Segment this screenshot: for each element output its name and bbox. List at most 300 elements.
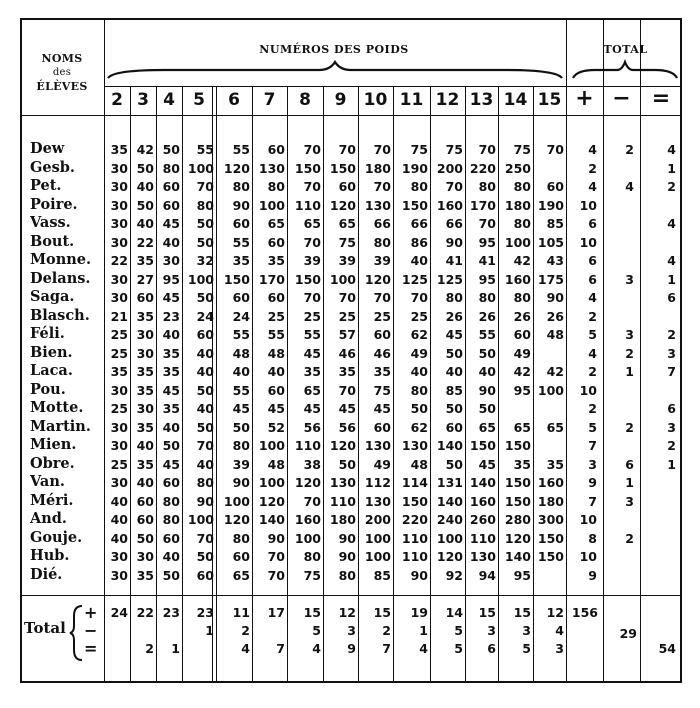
- weight-cell: 100: [258, 197, 285, 213]
- weight-cell: 40: [232, 364, 250, 379]
- student-name: Motte.: [30, 399, 84, 416]
- weight-cell: 70: [196, 438, 214, 453]
- weight-cell: 75: [373, 382, 391, 398]
- weight-cell: 140: [469, 475, 496, 490]
- weight-cell: 105: [537, 234, 564, 250]
- totals-cell: 23: [196, 605, 214, 620]
- weight-cell: 50: [162, 438, 180, 453]
- weight-cell: 70: [267, 567, 285, 583]
- student-name: Dew: [30, 140, 65, 157]
- weight-cell: 70: [338, 290, 356, 305]
- weight-cell: 45: [232, 401, 250, 416]
- weight-cell: 30: [136, 327, 154, 342]
- weight-cell: 23: [162, 308, 180, 324]
- column-header-3: 3: [137, 90, 149, 110]
- weight-cell: 80: [232, 530, 250, 546]
- weight-cell: 55: [196, 142, 214, 157]
- weight-cell: 120: [329, 438, 356, 453]
- weight-cell: 60: [136, 512, 154, 527]
- weight-cell: 50: [232, 419, 250, 435]
- weight-cell: 50: [445, 345, 463, 361]
- weight-cell: 110: [469, 530, 496, 546]
- weight-cell: 50: [162, 567, 180, 583]
- weight-cell: 60: [338, 179, 356, 194]
- student-total-cell: 7: [588, 493, 597, 509]
- weight-cell: 30: [110, 567, 128, 583]
- weight-cell: 150: [401, 493, 428, 509]
- student-name: Blasch.: [30, 306, 90, 324]
- weight-cell: 35: [136, 567, 154, 583]
- weight-cell: 42: [513, 253, 531, 268]
- weight-cell: 35: [303, 364, 321, 379]
- numeros-brace: [104, 60, 566, 82]
- weight-cell: 50: [196, 216, 214, 231]
- student-total-cell: 2: [588, 364, 597, 379]
- weight-cell: 110: [294, 438, 321, 453]
- weight-cell: 42: [546, 364, 564, 379]
- weight-cell: 70: [373, 179, 391, 194]
- weight-cell: 50: [136, 160, 154, 176]
- weight-cell: 39: [373, 253, 391, 268]
- weight-cell: 92: [445, 567, 463, 583]
- student-name: Hub.: [30, 547, 70, 564]
- weight-cell: 45: [162, 456, 180, 472]
- student-total-cell: 4: [588, 142, 597, 157]
- weight-cell: 35: [136, 364, 154, 379]
- weight-cell: 70: [373, 142, 391, 157]
- weight-cell: 35: [136, 456, 154, 472]
- weight-cell: 55: [232, 327, 250, 342]
- weight-cell: 114: [401, 475, 428, 490]
- student-total-cell: 2: [625, 419, 634, 435]
- total-brace: [569, 60, 681, 82]
- student-total-cell: 3: [625, 493, 634, 509]
- weight-cell: 49: [513, 345, 531, 361]
- weight-cell: 150: [504, 493, 531, 509]
- weight-cell: 46: [338, 345, 356, 361]
- weight-cell: 175: [537, 271, 564, 287]
- student-name: Pou.: [30, 380, 66, 398]
- weight-cell: 25: [303, 308, 321, 324]
- weight-cell: 50: [196, 234, 214, 250]
- totals-cell: 2: [145, 641, 154, 656]
- weight-cell: 25: [110, 401, 128, 416]
- weight-cell: 30: [110, 549, 128, 564]
- totals-cell: 9: [347, 641, 356, 656]
- weight-cell: 55: [267, 327, 285, 342]
- student-total-cell: 3: [625, 327, 634, 342]
- column-header-9: 9: [334, 90, 347, 110]
- weight-cell: 66: [373, 216, 391, 231]
- weight-cell: 50: [410, 401, 428, 416]
- weight-cell: 70: [267, 549, 285, 564]
- totals-cell: 15: [373, 605, 391, 620]
- weight-cell: 62: [410, 419, 428, 435]
- student-total-cell: 3: [667, 345, 676, 361]
- total-header-symbol: =: [651, 86, 671, 111]
- student-total-cell: 2: [588, 401, 597, 416]
- weight-cell: 21: [110, 308, 128, 324]
- totals-cell: 15: [303, 605, 321, 620]
- weight-cell: 41: [445, 253, 463, 268]
- weight-cell: 55: [478, 327, 496, 342]
- weight-cell: 86: [410, 234, 428, 250]
- column-header-7: 7: [263, 90, 276, 110]
- weight-cell: 45: [338, 401, 356, 416]
- weight-cell: 25: [373, 308, 391, 324]
- weight-cell: 50: [196, 419, 214, 435]
- weight-cell: 100: [187, 271, 214, 287]
- totals-cell: 7: [382, 641, 391, 656]
- weight-cell: 120: [436, 549, 463, 564]
- weight-cell: 30: [110, 197, 128, 213]
- weight-cell: 30: [110, 160, 128, 176]
- totals-cell: 1: [205, 623, 214, 638]
- weight-cell: 60: [162, 179, 180, 194]
- weight-cell: 45: [162, 290, 180, 305]
- weight-cell: 150: [294, 271, 321, 287]
- weight-cell: 120: [364, 271, 391, 287]
- weight-cell: 60: [445, 419, 463, 435]
- totals-cell: 15: [478, 605, 496, 620]
- total-header-symbol: +: [575, 86, 594, 111]
- weight-cell: 48: [267, 345, 285, 361]
- weight-cell: 70: [196, 179, 214, 194]
- weight-cell: 260: [469, 512, 496, 527]
- student-name: Van.: [30, 473, 65, 490]
- weight-cell: 48: [546, 327, 564, 342]
- student-name: Poire.: [30, 195, 78, 213]
- weight-cell: 90: [267, 530, 285, 546]
- student-total-cell: 3: [625, 271, 634, 287]
- weight-cell: 65: [513, 419, 531, 435]
- weight-cell: 48: [267, 456, 285, 472]
- weight-cell: 100: [223, 493, 250, 509]
- weight-cell: 35: [232, 253, 250, 268]
- weight-cell: 150: [329, 160, 356, 176]
- weight-cell: 70: [338, 142, 356, 157]
- weight-cell: 85: [445, 382, 463, 398]
- weight-cell: 125: [401, 271, 428, 287]
- weight-cell: 55: [232, 142, 250, 157]
- student-name: Monne.: [30, 251, 92, 268]
- grand-total-minus: 29: [619, 626, 637, 641]
- weight-cell: 110: [329, 493, 356, 509]
- student-name: Mien.: [30, 436, 77, 453]
- weight-cell: 80: [410, 179, 428, 194]
- weight-cell: 150: [469, 438, 496, 453]
- header-eleves: ÉLÈVES: [36, 80, 88, 93]
- weight-cell: 190: [401, 160, 428, 176]
- student-total-cell: 2: [667, 438, 676, 453]
- totals-cell: 3: [522, 623, 531, 638]
- weight-cell: 60: [267, 234, 285, 250]
- weight-cell: 40: [162, 549, 180, 564]
- weight-cell: 250: [504, 160, 531, 176]
- weight-cell: 80: [232, 438, 250, 453]
- weight-cell: 46: [373, 345, 391, 361]
- weight-cell: 35: [136, 253, 154, 268]
- grand-total-plus: 156: [571, 605, 598, 620]
- totals-label: Total: [24, 619, 66, 637]
- weight-cell: 90: [196, 493, 214, 509]
- weight-cell: 60: [196, 327, 214, 342]
- weight-cell: 95: [513, 567, 531, 583]
- student-total-cell: 10: [579, 382, 597, 398]
- weight-cell: 80: [232, 179, 250, 194]
- weight-cell: 95: [478, 234, 496, 250]
- totals-sign: +: [84, 603, 98, 622]
- totals-cell: 2: [382, 623, 391, 638]
- weight-cell: 160: [537, 475, 564, 490]
- totals-cell: 24: [110, 605, 128, 620]
- student-total-cell: 4: [588, 290, 597, 305]
- weight-cell: 56: [338, 419, 356, 435]
- totals-cell: 4: [555, 623, 564, 638]
- student-name: Dié.: [30, 565, 63, 583]
- student-total-cell: 5: [588, 419, 597, 435]
- weight-cell: 30: [110, 419, 128, 435]
- weight-cell: 140: [436, 493, 463, 509]
- totals-cell: 19: [410, 605, 428, 620]
- student-total-cell: 10: [579, 512, 597, 527]
- weight-cell: 40: [162, 234, 180, 250]
- weight-cell: 40: [162, 327, 180, 342]
- student-name: Bout.: [30, 232, 75, 250]
- student-name: And.: [30, 510, 67, 527]
- weight-cell: 40: [196, 401, 214, 416]
- weight-cell: 90: [338, 549, 356, 564]
- weight-cell: 26: [445, 308, 463, 324]
- student-total-cell: 4: [588, 179, 597, 194]
- weight-cell: 40: [267, 364, 285, 379]
- student-total-cell: 3: [667, 419, 676, 435]
- weight-cell: 100: [436, 530, 463, 546]
- totals-cell: 7: [276, 641, 285, 656]
- weight-cell: 60: [232, 290, 250, 305]
- weight-cell: 49: [410, 345, 428, 361]
- header-des: des: [52, 67, 72, 78]
- weight-cell: 25: [410, 308, 428, 324]
- student-total-cell: 1: [625, 364, 634, 379]
- weight-cell: 39: [338, 253, 356, 268]
- weight-cell: 100: [364, 549, 391, 564]
- student-name: Delans.: [30, 269, 91, 287]
- weight-cell: 40: [110, 493, 128, 509]
- weight-cell: 75: [303, 567, 321, 583]
- weight-cell: 120: [258, 493, 285, 509]
- totals-cell: 12: [338, 605, 356, 620]
- weight-cell: 125: [436, 271, 463, 287]
- totals-cell: 22: [136, 605, 154, 620]
- student-name: Pet.: [30, 177, 62, 194]
- weight-cell: 65: [338, 216, 356, 231]
- weight-cell: 45: [478, 456, 496, 472]
- weight-cell: 30: [110, 290, 128, 305]
- column-header-12: 12: [435, 90, 460, 110]
- weight-cell: 190: [537, 197, 564, 213]
- weight-cell: 35: [546, 456, 564, 472]
- weight-cell: 40: [136, 216, 154, 231]
- weight-cell: 90: [232, 475, 250, 490]
- weight-cell: 150: [537, 530, 564, 546]
- weight-cell: 39: [232, 456, 250, 472]
- weight-cell: 80: [373, 234, 391, 250]
- student-name: Laca.: [30, 362, 73, 379]
- weight-cell: 90: [232, 197, 250, 213]
- student-name: Saga.: [30, 288, 75, 305]
- weight-cell: 100: [187, 160, 214, 176]
- weight-cell: 120: [223, 160, 250, 176]
- weight-cell: 50: [478, 401, 496, 416]
- weight-cell: 95: [162, 271, 180, 287]
- column-header-5: 5: [193, 90, 205, 110]
- weight-cell: 60: [136, 290, 154, 305]
- weight-cell: 45: [303, 345, 321, 361]
- column-header-10: 10: [363, 90, 388, 110]
- weight-cell: 150: [537, 549, 564, 564]
- weight-cell: 130: [364, 493, 391, 509]
- weight-cell: 26: [513, 308, 531, 324]
- weight-cell: 56: [303, 419, 321, 435]
- weight-cell: 90: [410, 567, 428, 583]
- totals-cell: 4: [419, 641, 428, 656]
- weight-cell: 35: [338, 364, 356, 379]
- weight-cell: 70: [303, 234, 321, 250]
- totals-cell: 5: [454, 623, 463, 638]
- weight-cell: 160: [436, 197, 463, 213]
- totals-cell: 5: [454, 641, 463, 656]
- weight-cell: 150: [504, 475, 531, 490]
- weight-cell: 45: [162, 382, 180, 398]
- totals-brace: [70, 604, 84, 662]
- weight-cell: 60: [373, 419, 391, 435]
- weight-cell: 50: [196, 549, 214, 564]
- weight-cell: 25: [110, 345, 128, 361]
- weight-cell: 48: [232, 345, 250, 361]
- weight-cell: 25: [110, 456, 128, 472]
- weight-cell: 120: [504, 530, 531, 546]
- student-total-cell: 4: [625, 179, 634, 194]
- weight-cell: 60: [162, 530, 180, 546]
- weight-cell: 70: [303, 142, 321, 157]
- weight-cell: 300: [537, 512, 564, 527]
- weight-cell: 55: [232, 382, 250, 398]
- weight-cell: 35: [136, 308, 154, 324]
- student-total-cell: 2: [588, 160, 597, 176]
- totals-cell: 23: [162, 605, 180, 620]
- student-total-cell: 10: [579, 234, 597, 250]
- weight-cell: 180: [537, 493, 564, 509]
- weight-cell: 80: [410, 382, 428, 398]
- weight-cell: 40: [445, 364, 463, 379]
- weight-cell: 30: [110, 382, 128, 398]
- weight-cell: 280: [504, 512, 531, 527]
- student-total-cell: 1: [625, 475, 634, 490]
- weight-cell: 50: [136, 530, 154, 546]
- student-name: Gouje.: [30, 528, 83, 546]
- column-header-13: 13: [469, 90, 494, 110]
- weight-cell: 80: [338, 567, 356, 583]
- weight-cell: 120: [294, 475, 321, 490]
- weight-cell: 65: [303, 382, 321, 398]
- weight-cell: 94: [478, 567, 496, 583]
- student-total-cell: 9: [588, 475, 597, 490]
- weight-cell: 120: [329, 197, 356, 213]
- weight-cell: 49: [373, 456, 391, 472]
- weight-cell: 22: [110, 253, 128, 268]
- weight-cell: 70: [445, 179, 463, 194]
- weight-cell: 32: [196, 253, 214, 268]
- weight-cell: 75: [338, 234, 356, 250]
- weight-cell: 80: [445, 290, 463, 305]
- weight-cell: 40: [196, 364, 214, 379]
- totals-cell: 6: [487, 641, 496, 656]
- weight-cell: 60: [513, 327, 531, 342]
- weight-cell: 100: [258, 475, 285, 490]
- weight-cell: 35: [162, 364, 180, 379]
- weight-cell: 35: [110, 142, 128, 157]
- weight-cell: 40: [136, 438, 154, 453]
- weight-cell: 40: [196, 456, 214, 472]
- student-total-cell: 7: [588, 438, 597, 453]
- weight-cell: 30: [110, 271, 128, 287]
- weight-cell: 45: [267, 401, 285, 416]
- column-header-14: 14: [503, 90, 528, 110]
- weight-cell: 42: [513, 364, 531, 379]
- student-name: Martin.: [30, 417, 91, 435]
- weight-cell: 30: [136, 345, 154, 361]
- totals-cell: 14: [445, 605, 463, 620]
- weight-cell: 60: [136, 493, 154, 509]
- weight-cell: 80: [196, 197, 214, 213]
- weight-cell: 80: [162, 512, 180, 527]
- weight-cell: 50: [196, 382, 214, 398]
- weight-cell: 60: [267, 382, 285, 398]
- weight-cell: 45: [445, 327, 463, 342]
- student-total-cell: 6: [625, 456, 634, 472]
- weight-cell: 110: [401, 549, 428, 564]
- weight-cell: 70: [478, 216, 496, 231]
- student-total-cell: 7: [667, 364, 676, 379]
- weight-cell: 65: [546, 419, 564, 435]
- column-header-2: 2: [111, 90, 123, 110]
- weight-cell: 50: [136, 197, 154, 213]
- column-header-11: 11: [399, 90, 424, 110]
- student-total-cell: 6: [667, 401, 676, 416]
- student-total-cell: 4: [667, 216, 676, 231]
- weight-cell: 90: [546, 290, 564, 305]
- weight-cell: 65: [303, 216, 321, 231]
- totals-cell: 1: [419, 623, 428, 638]
- student-total-cell: 2: [625, 345, 634, 361]
- weight-cell: 70: [373, 290, 391, 305]
- student-total-cell: 3: [588, 456, 597, 472]
- weight-cell: 130: [329, 475, 356, 490]
- weight-cell: 160: [504, 271, 531, 287]
- weight-cell: 65: [267, 216, 285, 231]
- totals-cell: 17: [267, 605, 285, 620]
- weight-cell: 120: [223, 512, 250, 527]
- student-total-cell: 2: [588, 308, 597, 324]
- weight-cell: 150: [504, 438, 531, 453]
- weight-cell: 60: [162, 475, 180, 490]
- weight-cell: 50: [162, 142, 180, 157]
- weight-cell: 130: [401, 438, 428, 453]
- weight-cell: 90: [445, 234, 463, 250]
- weight-cell: 100: [504, 234, 531, 250]
- weight-cell: 30: [110, 438, 128, 453]
